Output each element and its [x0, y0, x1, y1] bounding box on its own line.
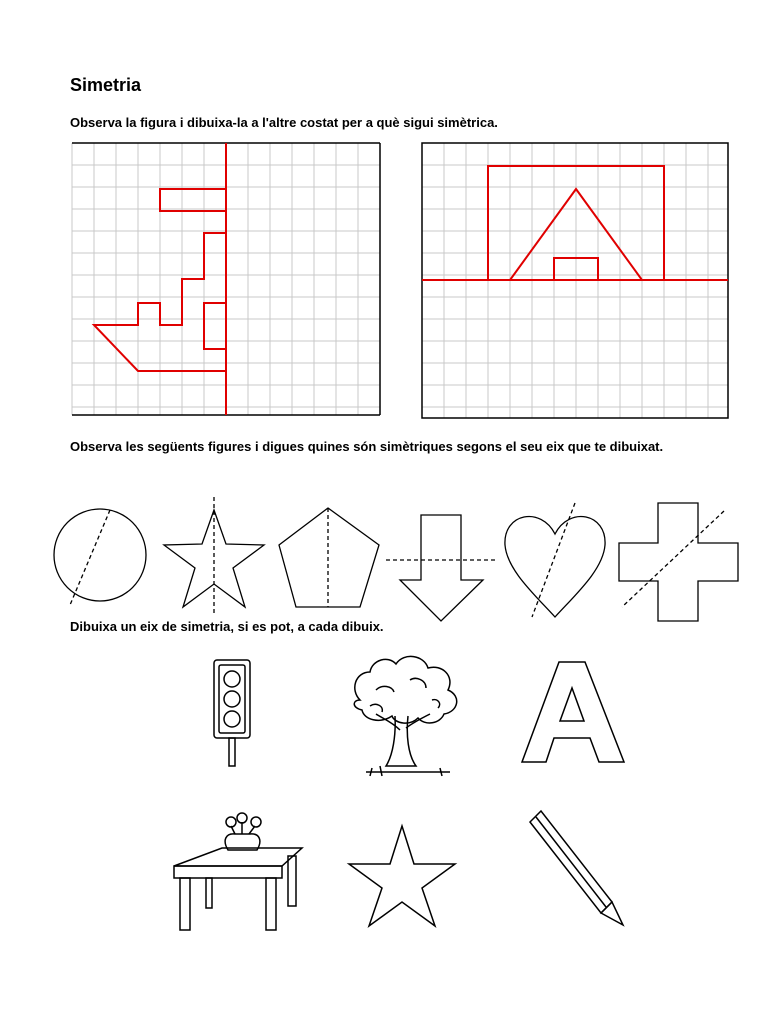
traffic-light-drawing — [214, 660, 250, 766]
figure-notch — [204, 303, 226, 349]
grid-right — [422, 143, 728, 418]
shape-heart — [505, 503, 605, 617]
instruction-3: Dibuixa un eix de simetria, si es pot, a cada dibuix. — [70, 619, 384, 634]
shape-cross — [619, 503, 738, 621]
page-title: Simetria — [70, 75, 142, 95]
shape-pentagon — [279, 508, 379, 607]
shape-circle — [54, 509, 146, 605]
grid-left — [72, 143, 380, 415]
instruction-1: Observa la figura i dibuixa-la a l'altre costat per a què sigui simètrica. — [70, 115, 498, 130]
shape-star — [164, 497, 264, 615]
figure-rect-top — [160, 189, 226, 211]
shape-arrow — [386, 515, 497, 621]
letter-a-drawing — [522, 662, 624, 762]
grid-right-figure — [422, 166, 728, 280]
instruction-2: Observa les següents figures i digues quines són simètriques segons el seu eix que te dibuixat. — [70, 439, 664, 454]
star-drawing — [349, 826, 455, 926]
pencil-drawing — [530, 811, 623, 925]
table-with-vase-drawing — [174, 813, 302, 930]
tree-drawing — [354, 656, 456, 776]
